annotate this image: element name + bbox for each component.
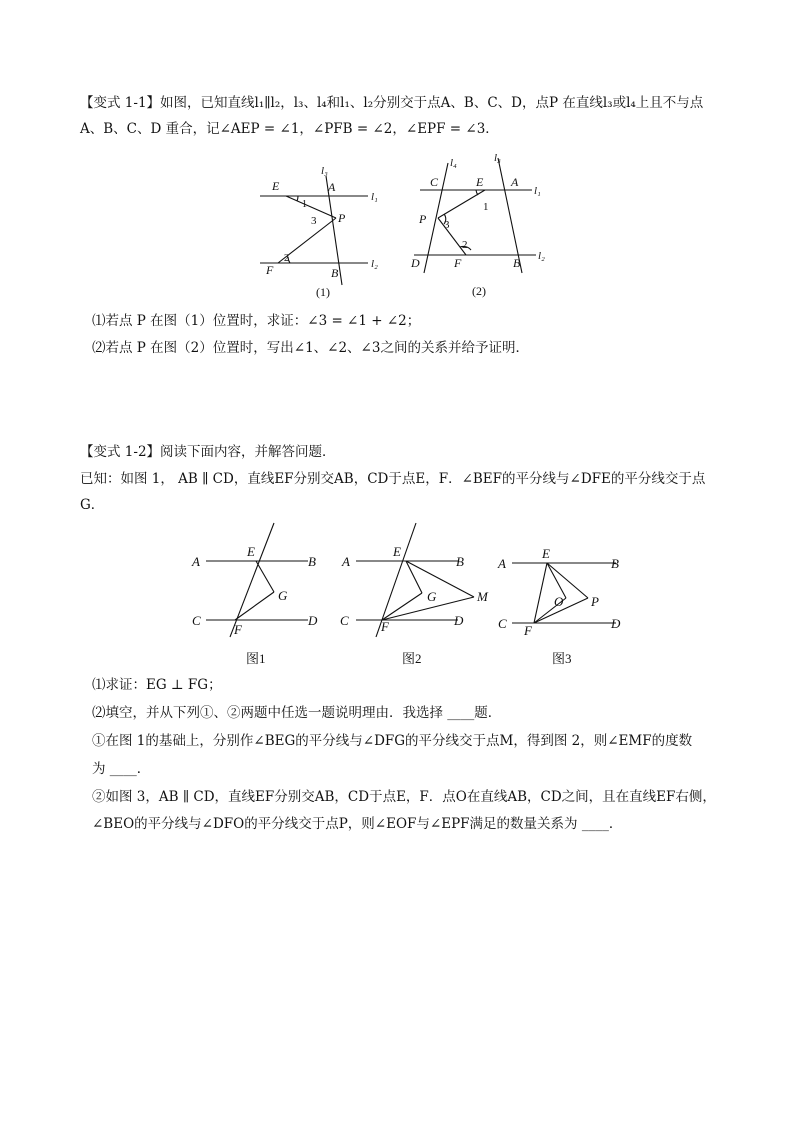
svg-text:l₄: l₄ <box>450 157 457 169</box>
svg-text:E: E <box>272 179 280 193</box>
problem2-question-1: ⑴求证：EG ⊥ FG； <box>92 677 222 693</box>
svg-text:A: A <box>498 556 506 571</box>
svg-text:B: B <box>331 266 339 280</box>
svg-text:D: D <box>411 256 420 270</box>
svg-text:A: A <box>328 180 336 194</box>
svg-text:G: G <box>278 588 288 603</box>
svg-text:E: E <box>393 544 401 559</box>
svg-text:l₃: l₃ <box>494 152 501 164</box>
problem2-line3: G． <box>80 497 105 513</box>
problem2-line1: 【变式 1-2】阅读下面内容，并解答问题． <box>80 444 336 460</box>
problem1-figure-2 <box>408 148 558 300</box>
svg-text:C: C <box>430 175 439 189</box>
svg-text:A: A <box>192 554 200 569</box>
svg-text:A: A <box>342 554 350 569</box>
svg-text:F: F <box>234 622 242 637</box>
problem2-question-2b-line1: ②如图 3，AB ∥ CD，直线EF分别交AB，CD于点E，F．点O在直线AB，CD之间，且在直线EF右侧， <box>92 789 716 805</box>
svg-text:B: B <box>513 256 521 270</box>
svg-text:O: O <box>554 594 564 609</box>
svg-text:D: D <box>308 613 318 628</box>
problem2-question-2b-line2: ∠BEO的平分线与∠DFO的平分线交于点P，则∠EOF与∠EPF满足的数量关系为 ____． <box>92 816 623 832</box>
problem2-question-2a-line2: 为 ____． <box>92 761 151 777</box>
svg-text:E: E <box>247 544 255 559</box>
svg-text:l₁: l₁ <box>371 191 378 203</box>
svg-text:l₁: l₁ <box>534 185 541 197</box>
svg-text:C: C <box>498 616 507 631</box>
problem2-question-2: ⑵填空，并从下列①、②两题中任选一题说明理由．我选择 ____题． <box>92 705 502 721</box>
problem1-question-2: ⑵若点 P 在图（2）位置时，写出∠1、∠2、∠3之间的关系并给予证明． <box>92 340 529 356</box>
svg-text:图1: 图1 <box>246 651 266 666</box>
svg-text:D: D <box>611 616 621 631</box>
problem2-line2: 已知：如图 1， AB ∥ CD，直线EF分别交AB，CD于点E，F．∠BEF的平分线与∠DFE的平分线交于点 <box>80 471 706 487</box>
svg-text:l₂: l₂ <box>538 250 545 262</box>
problem1-line2: A、B、C、D 重合，记∠AEP = ∠1，∠PFB = ∠2，∠EPF = ∠3． <box>80 121 499 137</box>
svg-text:(1): (1) <box>316 285 330 299</box>
svg-text:B: B <box>611 556 619 571</box>
problem2-figure-3 <box>492 520 632 670</box>
svg-text:1: 1 <box>302 199 307 210</box>
problem1-line1: 【变式 1-1】如图，已知直线l₁∥l₂，l₃、l₄和l₁、l₂分别交于点A、B、C、D，点P 在直线l₃或l₄上且不与点 <box>80 95 704 111</box>
svg-text:P: P <box>591 594 599 609</box>
svg-text:3: 3 <box>444 219 450 231</box>
svg-text:F: F <box>524 623 532 638</box>
svg-text:F: F <box>454 256 462 270</box>
svg-text:1: 1 <box>483 201 489 213</box>
svg-text:C: C <box>340 613 349 628</box>
svg-text:图2: 图2 <box>402 651 422 666</box>
svg-text:E: E <box>476 175 484 189</box>
svg-text:F: F <box>381 619 389 634</box>
svg-text:3: 3 <box>311 215 317 227</box>
svg-text:D: D <box>454 613 464 628</box>
svg-text:M: M <box>477 589 488 604</box>
svg-text:图3: 图3 <box>552 651 572 666</box>
svg-text:C: C <box>192 613 201 628</box>
svg-text:P: P <box>338 211 346 225</box>
svg-text:2: 2 <box>462 239 468 251</box>
svg-text:2: 2 <box>284 253 289 264</box>
svg-text:E: E <box>542 546 550 561</box>
svg-text:F: F <box>266 263 274 277</box>
problem1-figure-1 <box>250 160 390 300</box>
svg-text:B: B <box>308 554 316 569</box>
svg-text:A: A <box>511 175 519 189</box>
problem2-question-2a-line1: ①在图 1的基础上，分别作∠BEG的平分线与∠DFG的平分线交于点M，得到图 2，则∠EMF的度数 <box>92 733 693 749</box>
problem2-figure-2 <box>338 520 498 670</box>
problem2-figure-1 <box>188 520 328 670</box>
svg-text:l₂: l₂ <box>371 258 378 270</box>
svg-text:P: P <box>419 212 427 226</box>
svg-text:G: G <box>427 589 437 604</box>
svg-text:B: B <box>456 554 464 569</box>
problem1-question-1: ⑴若点 P 在图（1）位置时，求证：∠3 = ∠1 + ∠2； <box>92 313 421 329</box>
svg-text:(2): (2) <box>472 284 486 298</box>
svg-text:l₃: l₃ <box>321 165 328 177</box>
